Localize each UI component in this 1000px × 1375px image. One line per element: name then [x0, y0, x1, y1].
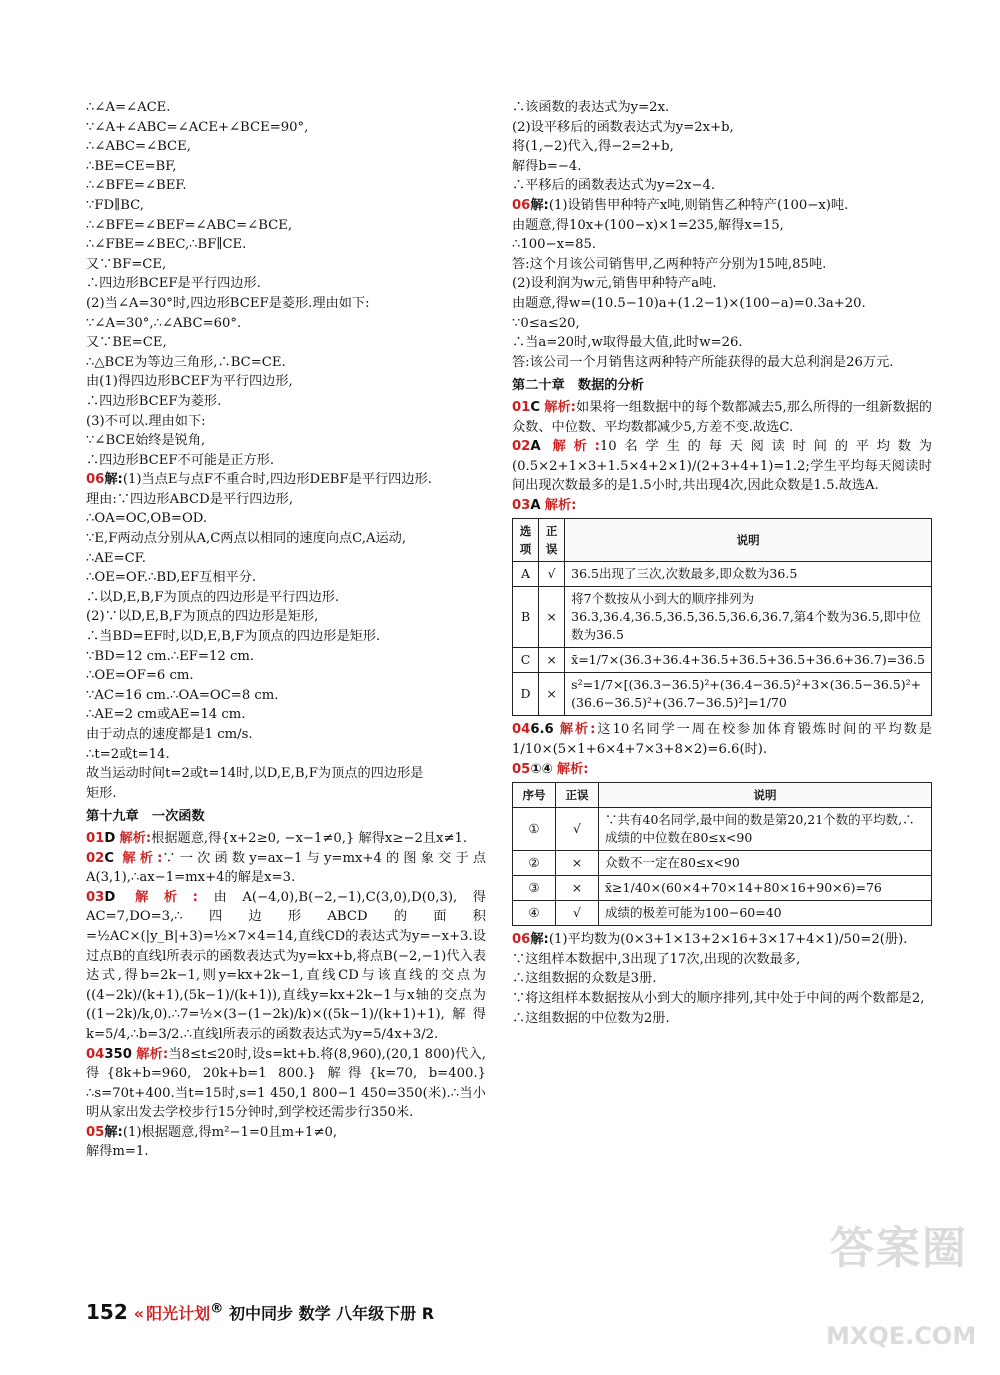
solution-line: ∴OE=OF.∴BD,EF互相平分. — [86, 570, 257, 586]
chapter-19-title: 第十九章 一次函数 — [86, 809, 205, 825]
analysis-table-statements — [512, 782, 932, 926]
table-header: 选项 — [513, 519, 539, 562]
solution-line: ∵FD∥BC, — [86, 197, 144, 213]
answer-value: ①④ — [530, 761, 553, 777]
question-01 — [512, 398, 932, 437]
solution-line: ∵∠A+∠ABC=∠ACE+∠BCE=90°, — [86, 119, 309, 135]
answer-choice: A — [530, 439, 541, 455]
watermark-cn: 答案圈 — [830, 1223, 968, 1274]
answer-choice: D — [104, 830, 116, 846]
question-number: 01 — [86, 830, 105, 846]
table-cell: 成绩的极差可能为100−60=40 — [599, 901, 932, 926]
question-03 — [86, 888, 486, 1045]
question-number: 03 — [512, 497, 531, 513]
question-number: 05 — [512, 761, 531, 777]
analysis-table-options — [512, 518, 932, 716]
solution-line: 答:该公司一个月销售这两种特产所能获得的最大总利润是26万元. — [512, 354, 894, 370]
solution-line: 答:这个月该公司销售甲,乙两种特产分别为15吨,85吨. — [512, 256, 827, 272]
solution-line: ∴∠ABC=∠BCE, — [86, 139, 191, 155]
solution-line: ∵∠A=30°,∴∠ABC=60°. — [86, 315, 242, 331]
solution-line: ∴OA=OC,OB=OD. — [86, 511, 208, 527]
analysis-label: 解析: — [544, 497, 577, 513]
question-06 — [86, 470, 486, 490]
table-row — [513, 876, 932, 901]
solution-line: 理由:∵四边形ABCD是平行四边形, — [86, 491, 294, 507]
solution-line: 由题意,得10x+(100−x)×1=235,解得x=15, — [512, 217, 784, 233]
double-chevron-icon: « — [133, 1304, 145, 1323]
analysis-label: 解析: — [552, 439, 600, 455]
question-number: 01 — [512, 399, 531, 415]
chapter-20-title: 第二十章 数据的分析 — [512, 378, 644, 394]
page-number: 152 — [86, 1300, 128, 1324]
analysis-label: 解析: — [136, 1046, 169, 1062]
solution-line: ∵∠BCE始终是锐角, — [86, 433, 206, 449]
analysis-label: 解析: — [122, 850, 163, 866]
page-footer — [86, 1300, 434, 1324]
question-01 — [86, 829, 486, 849]
analysis-text: 当8≤t≤20时,设s=kt+b.将(8,960),(20,1 800)代入,得{8k+b=960, 20k+b=1 800.} 解得{k=70, b=400.} ∴s=70t+400.当t=15时,s=1 450,1 800−1 450=350(米).∴当小明从家出发去学校步行15分钟时,到学校还需步行350米. — [86, 1046, 486, 1121]
question-number: 02 — [512, 439, 531, 455]
watermark — [820, 1212, 990, 1362]
solution-line: ∴△BCE为等边三角形,∴BC=CE. — [86, 354, 286, 370]
table-cell: A — [513, 562, 539, 587]
table-header: 正误 — [556, 783, 599, 808]
question-number: 04 — [86, 1046, 105, 1062]
table-row — [513, 587, 932, 648]
solution-line: (1)当点E与点F不重合时,四边形DEBF是平行四边形. — [122, 472, 432, 488]
analysis-text: ∵一次函数y=ax−1与y=mx+4的图象交于点A(3,1),∴ax−1=mx+4的解是x=3. — [86, 850, 486, 886]
solution-line: 将(1,−2)代入,得−2=2+b, — [512, 139, 674, 155]
solution-line: 解得b=−4. — [512, 158, 582, 174]
table-cell: × — [539, 673, 565, 716]
solution-line: ∵AC=16 cm.∴OA=OC=8 cm. — [86, 687, 279, 703]
solution-line: ∴四边形BCEF是平行四边形. — [86, 276, 261, 292]
registered-mark: ® — [210, 1301, 224, 1317]
table-cell: × — [556, 876, 599, 901]
table-cell: 36.5出现了三次,次数最多,即众数为36.5 — [565, 562, 932, 587]
table-cell: × — [539, 587, 565, 648]
answer-choice: D — [104, 889, 116, 905]
solution-label: 解: — [530, 197, 549, 213]
table-cell: x̄≥1/40×(60×4+70×14+80×16+90×6)=76 — [599, 876, 932, 901]
solution-line: ∴BE=CE=BF, — [86, 158, 177, 174]
table-cell: √ — [556, 901, 599, 926]
answer-choice: C — [530, 399, 541, 415]
solution-line: ∴t=2或t=14. — [86, 746, 170, 762]
answer-value: 350 — [104, 1046, 132, 1062]
solution-line: (2)∵以D,E,B,F为顶点的四边形是矩形, — [86, 609, 319, 625]
table-header: 说明 — [599, 783, 932, 808]
solution-line: ∵BD=12 cm.∴EF=12 cm. — [86, 648, 255, 664]
solution-line: (2)当∠A=30°时,四边形BCEF是菱形.理由如下: — [86, 295, 370, 311]
analysis-text: 根据题意,得{x+2≥0, −x−1≠0,} 解得x≥−2且x≠1. — [151, 830, 468, 846]
solution-line: ∴∠BFE=∠BEF=∠ABC=∠BCE, — [86, 217, 293, 233]
solution-line: ∴当BD=EF时,以D,E,B,F为顶点的四边形是矩形. — [86, 629, 381, 645]
table-header-row — [513, 519, 932, 562]
analysis-text: 由A(−4,0),B(−2,−1),C(3,0),D(0,3),得AC=7,DO=3,∴四边形ABCD的面积=½AC×(|y_B|+3)=½×7×4=14,直线CD的表达式为y=−x+3.设过点B的直线l所表示的函数表达式为y=kx+b,将点B(−2,−1)代入表达式,得b=2k−1,则y=kx+2k−1,直线CD与该直线的交点为((4−2k)/(k+1),(5k−1)/(k+1)),直线y=kx+2k−1与x轴的交点为((1−2k)/k,0).∴7=½×(3−(1−2k)/k)×((5k−1)/(k+1)+1),解得k=5/4,∴b=3/2.∴直线l所表示的函数表达式为y=5/4x+3/2. — [86, 889, 486, 1042]
table-cell: 将7个数按从小到大的顺序排列为36.3,36.4,36.5,36.5,36.5,36.6,36.7,第4个数为36.5,即中位数为36.5 — [565, 587, 932, 648]
question-05 — [86, 1123, 486, 1143]
table-cell: √ — [556, 808, 599, 851]
solution-label: 解: — [530, 932, 549, 948]
analysis-text: 10名学生的每天阅读时间的平均数为(0.5×2+1×3+1.5×4+2×1)/(2+3+4+1)=1.2;学生平均每天阅读时间出现次数最多的是1.5小时,共出现4次,因此众数是1.5.故选A. — [512, 439, 932, 494]
table-row — [513, 562, 932, 587]
solution-line: ∴四边形BCEF不可能是正方形. — [86, 452, 275, 468]
question-number: 06 — [512, 197, 531, 213]
analysis-label: 解析: — [544, 399, 576, 415]
analysis-label: 解析: — [556, 761, 589, 777]
watermark-en: MXQE.COM — [826, 1322, 977, 1350]
table-cell: x̄=1/7×(36.3+36.4+36.5+36.5+36.5+36.6+36.7)=36.5 — [565, 648, 932, 673]
solution-line: ∴AE=2 cm或AE=14 cm. — [86, 707, 246, 723]
analysis-label: 解析: — [119, 830, 152, 846]
left-column — [86, 98, 486, 1162]
solution-line: (1)设销售甲种特产x吨,则销售乙种特产(100−x)吨. — [548, 197, 849, 213]
table-cell: s²=1/7×[(36.3−36.5)²+(36.4−36.5)²+3×(36.5−36.5)²+(36.6−36.5)²+(36.7−36.5)²]=1/70 — [565, 673, 932, 716]
table-header: 正误 — [539, 519, 565, 562]
question-02 — [86, 849, 486, 888]
right-column — [512, 98, 932, 1028]
question-number: 03 — [86, 889, 105, 905]
table-header: 序号 — [513, 783, 556, 808]
book-series: 初中同步 数学 八年级下册 R — [229, 1304, 435, 1323]
solution-line: ∴AE=CF. — [86, 550, 146, 566]
question-03 — [512, 496, 932, 516]
solution-line: ∴这组数据的众数是3册. — [512, 971, 657, 987]
table-header: 说明 — [565, 519, 932, 562]
analysis-text: 这10名同学一周在校参加体育锻炼时间的平均数是1/10×(5×1+6×4+7×3+8×2)=6.6(时). — [512, 722, 932, 758]
solution-line: 故当运动时间t=2或t=14时,以D,E,B,F为顶点的四边形是 — [86, 766, 424, 782]
question-06 — [512, 196, 932, 216]
answer-choice: C — [104, 850, 115, 866]
solution-line: 又∵BE=CE, — [86, 335, 167, 351]
table-row — [513, 808, 932, 851]
analysis-text: 如果将一组数据中的每个数都减去5,那么所得的一组新数据的众数、中位数、平均数都减少5,方差不变.故选C. — [512, 399, 932, 435]
table-cell: ① — [513, 808, 556, 851]
solution-line: ∵将这组样本数据按从小到大的顺序排列,其中处于中间的两个数都是2, — [512, 991, 925, 1007]
solution-line: 由题意,得w=(10.5−10)a+(1.2−1)×(100−a)=0.3a+20. — [512, 295, 866, 311]
solution-line: 矩形. — [86, 785, 117, 801]
solution-line: ∴当a=20时,w取得最大值,此时w=26. — [512, 335, 743, 351]
solution-line: ∵这组样本数据中,3出现了17次,出现的次数最多, — [512, 951, 801, 967]
table-cell: 众数不一定在80≤x<90 — [599, 851, 932, 876]
answer-value: 6.6 — [530, 722, 554, 738]
table-cell: ∵共有40名同学,最中间的数是第20,21个数的平均数,∴成绩的中位数在80≤x<90 — [599, 808, 932, 851]
table-cell: D — [513, 673, 539, 716]
table-cell: ② — [513, 851, 556, 876]
solution-label: 解: — [104, 1124, 123, 1140]
solution-line: 由于动点的速度都是1 cm/s. — [86, 727, 253, 742]
solution-line: ∴∠A=∠ACE. — [86, 100, 171, 115]
solution-line: ∴四边形BCEF为菱形. — [86, 393, 222, 409]
solution-line: 由(1)得四边形BCEF为平行四边形, — [86, 374, 293, 390]
solution-line: ∵0≤a≤20, — [512, 315, 580, 331]
solution-line: ∴这组数据的中位数为2册. — [512, 1010, 670, 1026]
question-02 — [512, 437, 932, 496]
question-number: 05 — [86, 1124, 105, 1140]
solution-line: (3)不可以.理由如下: — [86, 413, 206, 429]
solution-line: ∴该函数的表达式为y=2x. — [512, 100, 670, 115]
solution-line: ∴100−x=85. — [512, 237, 597, 253]
solution-line: 解得m=1. — [86, 1144, 149, 1160]
brand-name: 阳光计划 — [146, 1304, 211, 1323]
question-04 — [86, 1045, 486, 1123]
question-number: 06 — [512, 932, 531, 948]
table-row — [513, 851, 932, 876]
table-row — [513, 673, 932, 716]
analysis-label: 解析: — [559, 722, 596, 738]
question-04 — [512, 720, 932, 759]
table-cell: B — [513, 587, 539, 648]
solution-line: (1)平均数为(0×3+1×13+2×16+3×17+4×1)/50=2(册). — [548, 932, 908, 948]
question-number: 04 — [512, 722, 531, 738]
table-cell: × — [539, 648, 565, 673]
solution-line: ∴以D,E,B,F为顶点的四边形是平行四边形. — [86, 589, 340, 605]
solution-line: ∵E,F两动点分别从A,C两点以相同的速度向点C,A运动, — [86, 531, 407, 547]
table-header-row — [513, 783, 932, 808]
question-number: 06 — [86, 472, 105, 488]
question-06b — [512, 930, 932, 950]
question-05 — [512, 760, 932, 780]
solution-line: (1)根据题意,得m²−1=0且m+1≠0, — [122, 1124, 338, 1140]
table-cell: × — [556, 851, 599, 876]
solution-line: ∴∠BFE=∠BEF. — [86, 178, 187, 194]
table-cell: ③ — [513, 876, 556, 901]
analysis-label: 解析: — [135, 889, 198, 905]
solution-line: ∴平移后的函数表达式为y=2x−4. — [512, 178, 716, 194]
table-row — [513, 648, 932, 673]
solution-label: 解: — [104, 472, 123, 488]
answer-choice: A — [530, 497, 541, 513]
table-row — [513, 901, 932, 926]
solution-line: (2)设平移后的函数表达式为y=2x+b, — [512, 119, 734, 135]
question-number: 02 — [86, 850, 105, 866]
solution-line: ∴OE=OF=6 cm. — [86, 668, 194, 684]
solution-line: (2)设利润为w元,销售甲种特产a吨. — [512, 276, 717, 292]
table-cell: √ — [539, 562, 565, 587]
solution-line: ∴∠FBE=∠BEC,∴BF∥CE. — [86, 237, 247, 253]
table-cell: ④ — [513, 901, 556, 926]
table-cell: C — [513, 648, 539, 673]
solution-line: 又∵BF=CE, — [86, 256, 167, 272]
